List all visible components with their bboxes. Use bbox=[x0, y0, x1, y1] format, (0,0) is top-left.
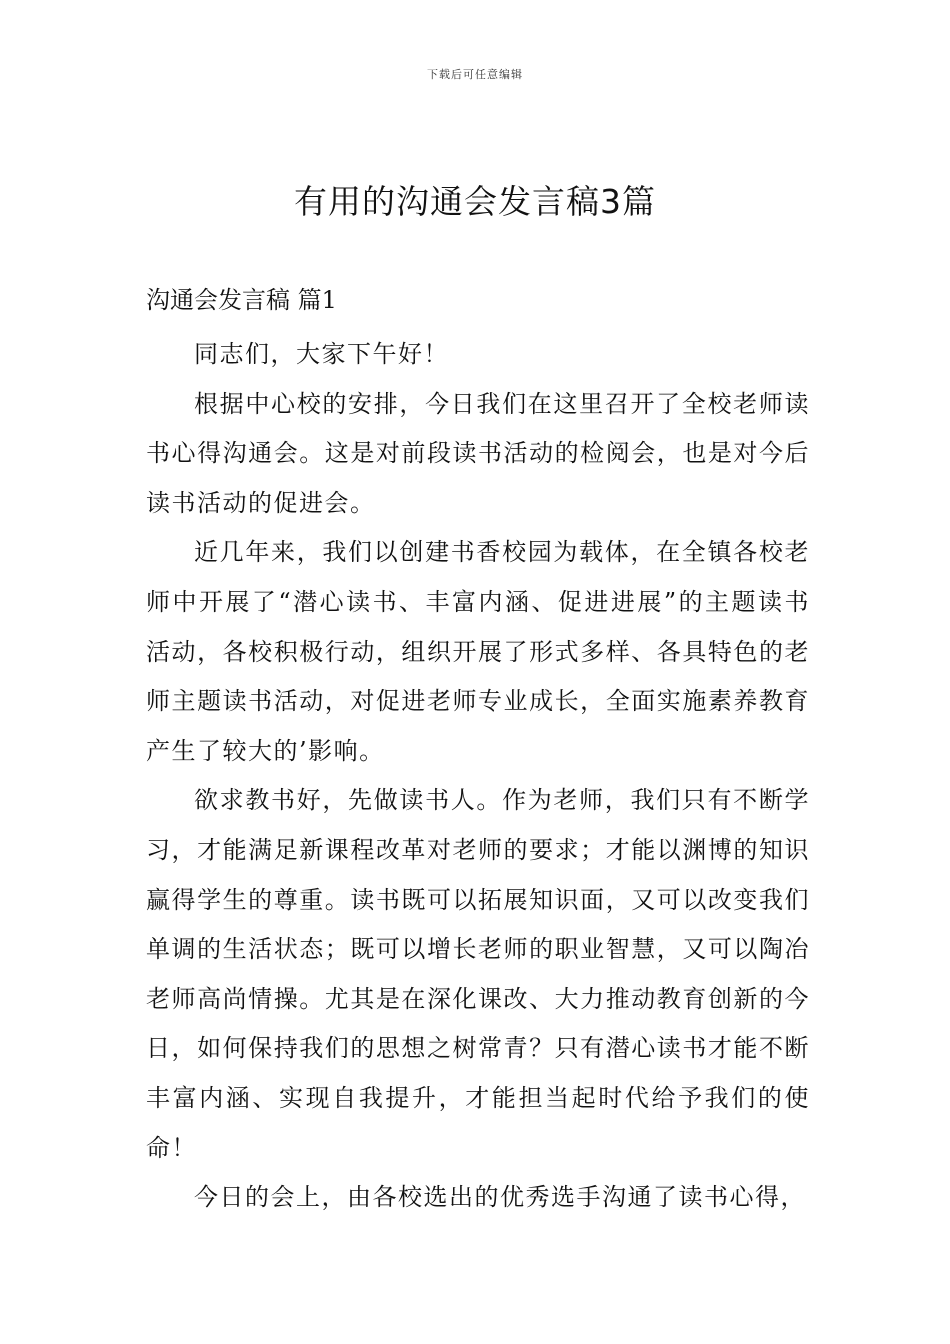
header-note: 下载后可任意编辑 bbox=[427, 68, 523, 81]
document-body bbox=[146, 282, 810, 1223]
paragraph-greeting: 同志们，大家下午好！ bbox=[194, 340, 449, 368]
paragraph: 根据中心校的安排，今日我们在这里召开了全校老师读书心得沟通会。这是对前段读书活动的检阅会，也是对今后读书活动的促进会。 bbox=[146, 389, 810, 517]
paragraph: 今日的会上，由各校选出的优秀选手沟通了读书心得， bbox=[194, 1183, 806, 1212]
document-title: 有用的沟通会发言稿3篇 bbox=[294, 182, 656, 221]
paragraph: 欲求教书好，先做读书人。作为老师，我们只有不断学习，才能满足新课程改革对老师的要求；才能以渊博的知识赢得学生的尊重。读书既可以拓展知识面，又可以改变我们单调的生活状态；既可以增长老师的职业智慧，又可以陶冶老师高尚情操。尤其是在深化课改、大力推动教育创新的今日，如何保持我们的思想之树常青？只有潜心读书才能不断丰富内涵、实现自我提升，才能担当起时代给予我们的使命！ bbox=[146, 786, 810, 1162]
section-heading: 沟通会发言稿 篇1 bbox=[146, 286, 337, 314]
paragraph: 近几年来，我们以创建书香校园为载体，在全镇各校老师中开展了“潜心读书、丰富内涵、促进进展”的主题读书活动，各校积极行动，组织开展了形式多样、各具特色的老师主题读书活动，对促进老师专业成长，全面实施素养教育产生了较大的’影响。 bbox=[146, 538, 810, 765]
